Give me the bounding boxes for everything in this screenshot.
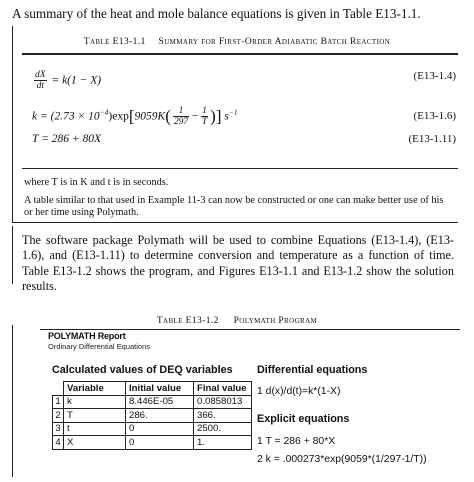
column-header: Final value — [194, 382, 252, 396]
units-note: where T is in K and t is in seconds. — [24, 177, 169, 188]
table-header-row — [53, 382, 252, 396]
differential-equations-heading: Differential equations — [257, 364, 368, 376]
left-margin-rule — [12, 325, 13, 477]
equation-3: T = 286 + 80X — [32, 133, 101, 145]
calculated-values-heading: Calculated values of DEQ variables — [52, 364, 233, 376]
equation-2: $k = (2.73 \times 10^{-4})\exp[9059K$( $\frac{1}{297}$ − $\frac{1}{T}$ )] $s^{-1}$ — [32, 106, 238, 127]
initial-value-cell: 0 — [126, 436, 194, 450]
equation-3-label: (E13-1.11) — [408, 133, 456, 145]
table1-caption — [0, 37, 474, 47]
table-row — [53, 409, 252, 423]
final-value-cell: 0.0858013 — [194, 395, 252, 409]
explicit-equations-heading: Explicit equations — [257, 413, 350, 425]
row-index: 3 — [53, 422, 64, 436]
table1-top-rule — [22, 53, 458, 55]
equation-2-label: (E13-1.6) — [413, 110, 456, 122]
equation-1-label: (E13-1.4) — [413, 70, 456, 82]
table-row — [53, 395, 252, 409]
variable-cell: t — [64, 422, 126, 436]
polymath-note: A table similar to that used in Example 11-3 can now be constructed or one can make better use of his or her time using Polymath. — [24, 195, 444, 218]
report-title: POLYMATH Report — [48, 331, 126, 341]
deq-variables-table — [52, 381, 252, 450]
row-index: 1 — [53, 395, 64, 409]
column-header: Initial value — [126, 382, 194, 396]
final-value-cell: 366. — [194, 409, 252, 423]
section-rule — [12, 222, 458, 223]
variable-cell: T — [64, 409, 126, 423]
variable-cell: X — [64, 436, 126, 450]
body-paragraph: The software package Polymath will be used to combine Equations (E13-1.4), (E13-1.6), and (E13-1.11) to determine conversion and temperature as a function of time. Table E13-1.2 shows the program, and Figures E13-1.1 and E13-1.2 show the solution results. — [22, 233, 454, 294]
table1-number: Table E13-1.1 — [83, 37, 146, 47]
table-row — [53, 422, 252, 436]
final-value-cell: 2500. — [194, 422, 252, 436]
differential-equation-1: 1 d(x)/d(t)=k*(1-X) — [257, 386, 341, 397]
left-margin-rule — [12, 226, 13, 284]
initial-value-cell: 0 — [126, 422, 194, 436]
equation-row-3 — [32, 133, 456, 153]
intro-sentence: A summary of the heat and mole balance equations is given in Table E13-1.1. — [12, 6, 421, 21]
left-margin-rule — [12, 26, 13, 222]
initial-value-cell: 286. — [126, 409, 194, 423]
explicit-equation-2: 2 k = .000273*exp(9059*(1/297-1/T)) — [257, 454, 427, 465]
table2-caption — [0, 316, 474, 326]
variable-cell: k — [64, 395, 126, 409]
column-header: Variable — [64, 382, 126, 396]
table2-top-rule — [40, 329, 460, 330]
equation-row-2 — [32, 106, 456, 126]
equation-1: $\frac{dX}{dt}$ = k(1 − X) — [35, 70, 102, 91]
report-subtitle: Ordinary Differential Equations — [48, 342, 150, 351]
table-row — [53, 436, 252, 450]
table2-number: Table E13-1.2 — [156, 316, 219, 326]
initial-value-cell: 8.446E-05 — [126, 395, 194, 409]
final-value-cell: 1. — [194, 436, 252, 450]
explicit-equation-1: 1 T = 286 + 80*X — [257, 436, 336, 447]
table2-title: Polymath Program — [233, 316, 318, 326]
row-index: 4 — [53, 436, 64, 450]
table1-title: Summary for First-Order Adiabatic Batch Reaction — [158, 37, 391, 47]
table1-bottom-rule — [22, 168, 458, 169]
equation-row-1 — [32, 70, 456, 90]
row-index: 2 — [53, 409, 64, 423]
